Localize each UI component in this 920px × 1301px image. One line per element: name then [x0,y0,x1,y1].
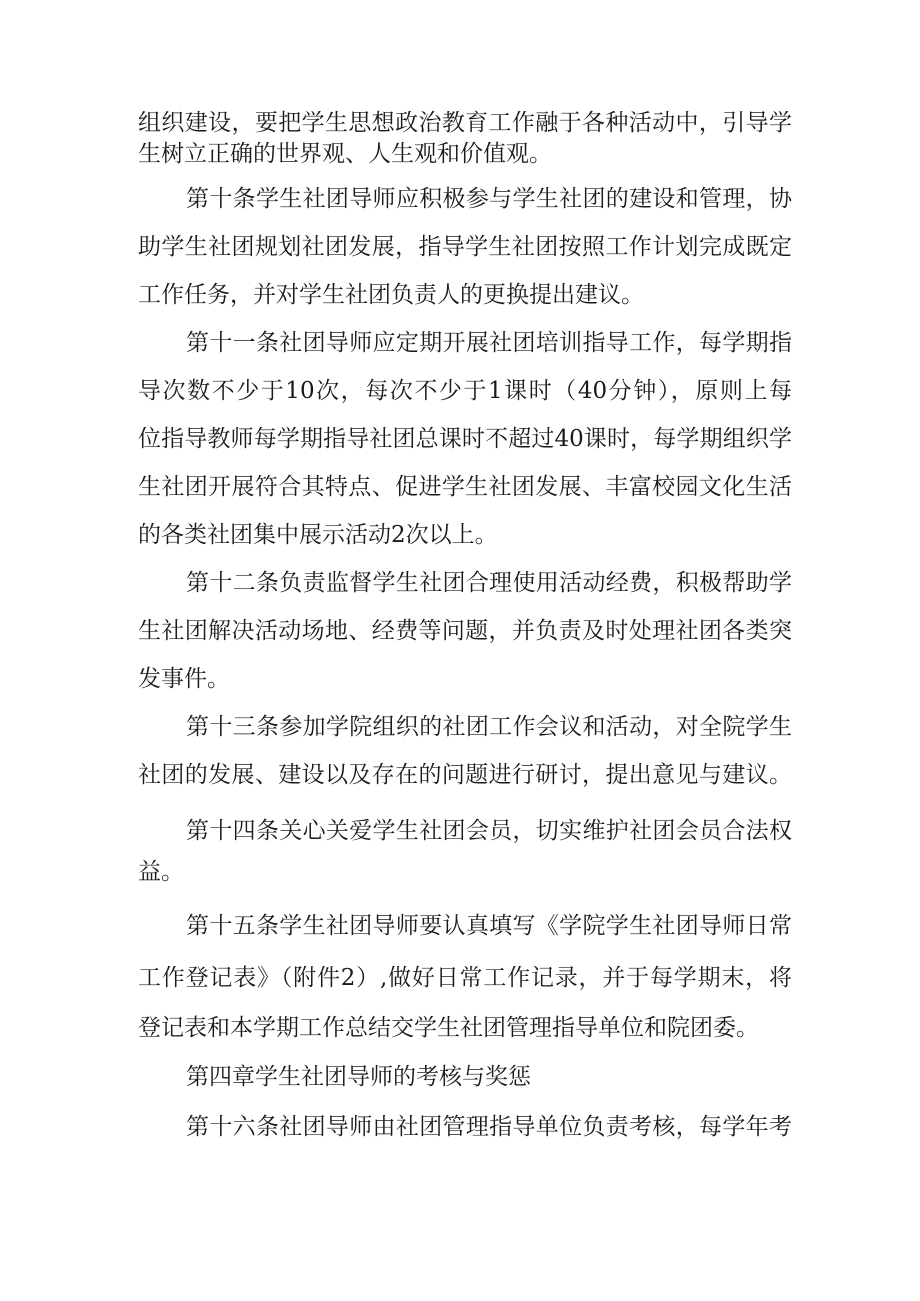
chapter-heading: 第四章学生社团导师的考核与奖惩 [186,1064,531,1090]
text-line: 发事件。 [138,666,230,692]
text-line: 第十一条社团导师应定期开展社团培训指导工作，每学期指 [186,330,792,356]
text-line: 第十二条负责监督学生社团合理使用活动经费，积极帮助学 [186,570,792,596]
text-line: 位指导教师每学期指导社团总课时不超过40课时，每学期组织学 [138,426,792,452]
text-line: 工作登记表》（附件2）,做好日常工作记录，并于每学期末，将 [138,965,792,991]
text-line: 生社团解决活动场地、经费等问题，并负责及时处理社团各类突 [138,618,792,644]
text-line: 第十六条社团导师由社团管理指导单位负责考核，每学年考 [186,1114,792,1140]
text-line: 益。 [138,859,184,885]
text-line: 生社团开展符合其特点、促进学生社团发展、丰富校园文化生活 [138,474,792,500]
text-line: 助学生社团规划社团发展，指导学生社团按照工作计划完成既定 [138,234,792,260]
text-line: 组织建设，要把学生思想政治教育工作融于各种活动中，引导学 [138,110,792,136]
text-line: 第十条学生社团导师应积极参与学生社团的建设和管理，协 [186,186,792,212]
text-line: 工作任务，并对学生社团负责人的更换提出建议。 [138,282,644,308]
text-line: 的各类社团集中展示活动2次以上。 [138,522,498,548]
text-line: 第十四条关心关爱学生社团会员，切实维护社团会员合法权 [186,818,792,844]
text-line: 第十三条参加学院组织的社团工作会议和活动，对全院学生 [186,714,792,740]
text-line: 第十五条学生社团导师要认真填写《学院学生社团导师日常 [186,913,792,939]
text-line: 登记表和本学期工作总结交学生社团管理指导单位和院团委。 [138,1015,759,1041]
text-line: 社团的发展、建设以及存在的问题进行研讨，提出意见与建议。 [138,762,792,788]
text-line: 导次数不少于10次，每次不少于1课时（40分钟），原则上每 [138,378,792,404]
text-line: 生树立正确的世界观、人生观和价值观。 [138,141,552,167]
